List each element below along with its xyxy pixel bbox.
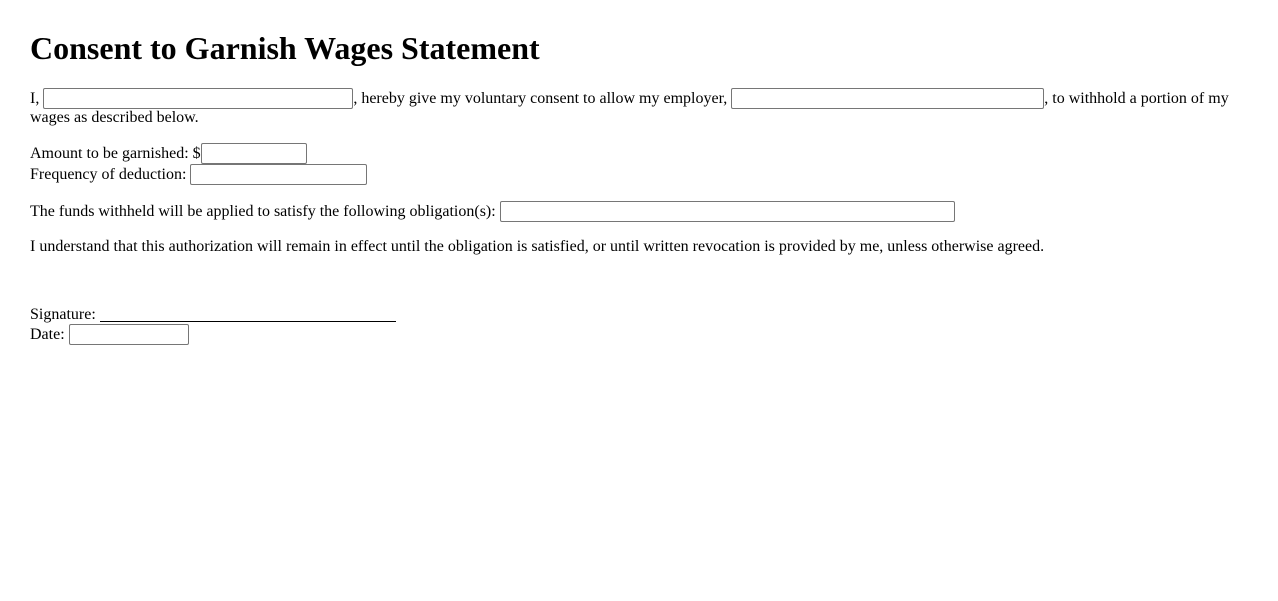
page-title: Consent to Garnish Wages Statement <box>30 30 540 66</box>
currency-symbol: $ <box>192 145 201 162</box>
intro-text-before-name: I, <box>30 90 40 107</box>
intro-text-after-employer: , to withhold a portion of my wages as described below. <box>30 90 1229 126</box>
date-input[interactable] <box>69 324 189 345</box>
intro-text-after-name: , hereby give my voluntary consent to allow my employer, <box>353 90 728 107</box>
amount-input[interactable] <box>201 143 307 164</box>
signature-label: Signature: <box>30 306 96 323</box>
date-label: Date: <box>30 326 65 343</box>
frequency-input[interactable] <box>190 164 367 185</box>
frequency-label: Frequency of deduction: <box>30 166 187 183</box>
acknowledgement-paragraph <box>30 238 1248 256</box>
garnish-paragraph <box>30 143 1248 185</box>
obligations-input[interactable] <box>500 201 955 222</box>
obligations-paragraph <box>30 201 1248 222</box>
amount-label: Amount to be garnished: <box>30 145 189 162</box>
employer-input[interactable] <box>731 88 1044 109</box>
signature-line <box>100 320 396 322</box>
acknowledgement-text: I understand that this authorization will remain in effect until the obligation is satisfied, or until written revocation is provided by me, unless otherwise agreed. <box>30 238 1045 255</box>
signature-paragraph <box>30 306 1248 345</box>
name-input[interactable] <box>43 88 353 109</box>
obligations-label: The funds withheld will be applied to satisfy the following obligation(s): <box>30 203 496 220</box>
intro-paragraph <box>30 88 1248 127</box>
